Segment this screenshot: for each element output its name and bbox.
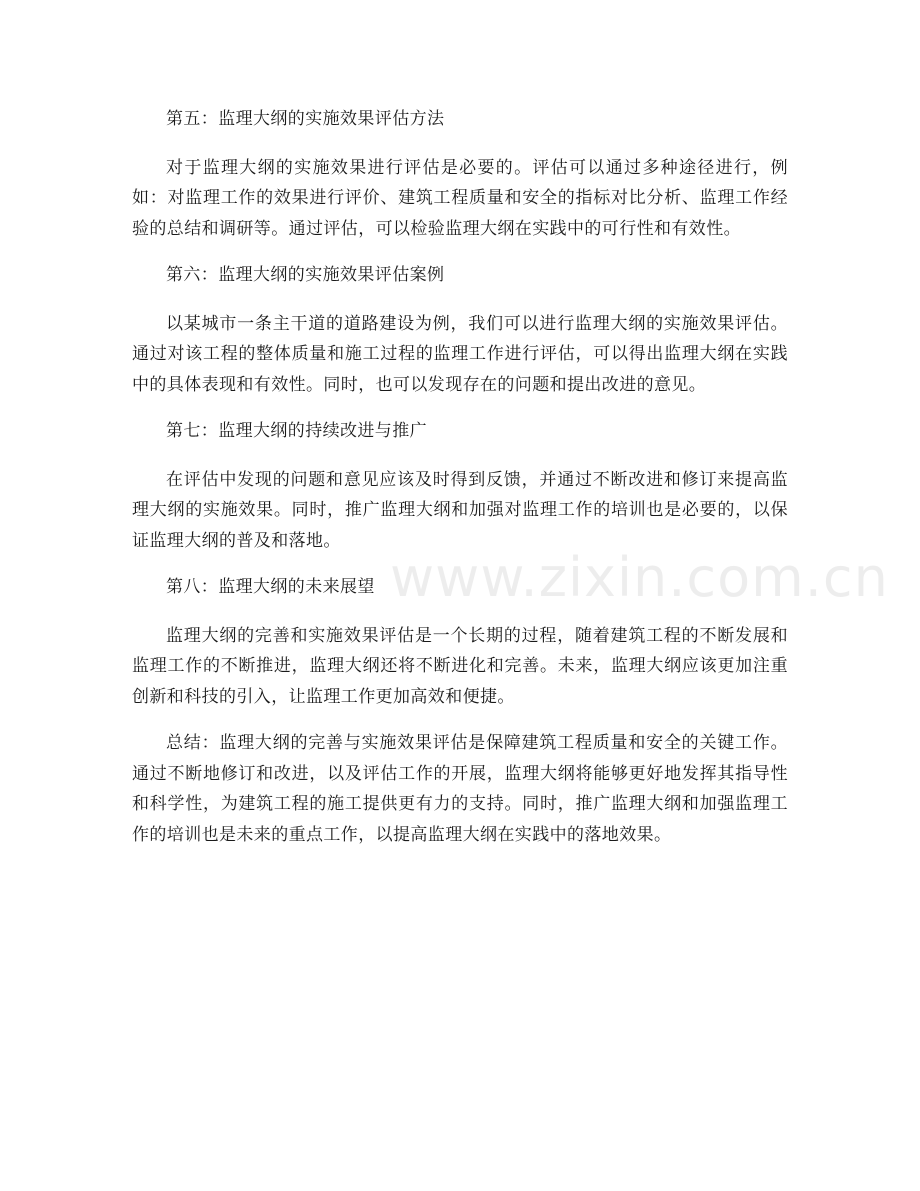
section-body-5: 对于监理大纲的实施效果进行评估是必要的。评估可以通过多种途径进行，例如：对监理工作的效果进行评价、建筑工程质量和安全的指标对比分析、监理工作经验的总结和调研等。通过评估，可以检验监理大纲在实践中的可行性和有效性。 — [132, 157, 788, 239]
section-body-8: 监理大纲的完善和实施效果评估是一个长期的过程，随着建筑工程的不断发展和监理工作的不断推进，监理大纲还将不断进化和完善。未来，监理大纲应该更加注重创新和科技的引入，让监理工作更加高效和便捷。 — [132, 625, 788, 707]
section-body-6: 以某城市一条主干道的道路建设为例，我们可以进行监理大纲的实施效果评估。通过对该工程的整体质量和施工过程的监理工作进行评估，可以得出监理大纲在实践中的具体表现和有效性。同时，也可以发现存在的问题和提出改进的意见。 — [132, 313, 788, 395]
section-heading-7: 第七：监理大纲的持续改进与推广 — [166, 421, 427, 441]
section-heading-6: 第六：监理大纲的实施效果评估案例 — [166, 265, 445, 285]
section-body-7: 在评估中发现的问题和意见应该及时得到反馈，并通过不断改进和修订来提高监理大纲的实施效果。同时，推广监理大纲和加强对监理工作的培训也是必要的，以保证监理大纲的普及和落地。 — [132, 469, 788, 551]
section-heading-8: 第八：监理大纲的未来展望 — [166, 577, 375, 597]
summary-paragraph: 总结：监理大纲的完善与实施效果评估是保障建筑工程质量和安全的关键工作。通过不断地修订和改进，以及评估工作的开展，监理大纲将能够更好地发挥其指导性和科学性，为建筑工程的施工提供更有力的支持。同时，推广监理大纲和加强监理工作的培训也是未来的重点工作，以提高监理大纲在实践中的落地效果。 — [132, 733, 788, 845]
section-heading-5: 第五：监理大纲的实施效果评估方法 — [166, 109, 445, 129]
document-page — [132, 104, 788, 866]
watermark: www.zixin.com.cn — [390, 546, 889, 609]
